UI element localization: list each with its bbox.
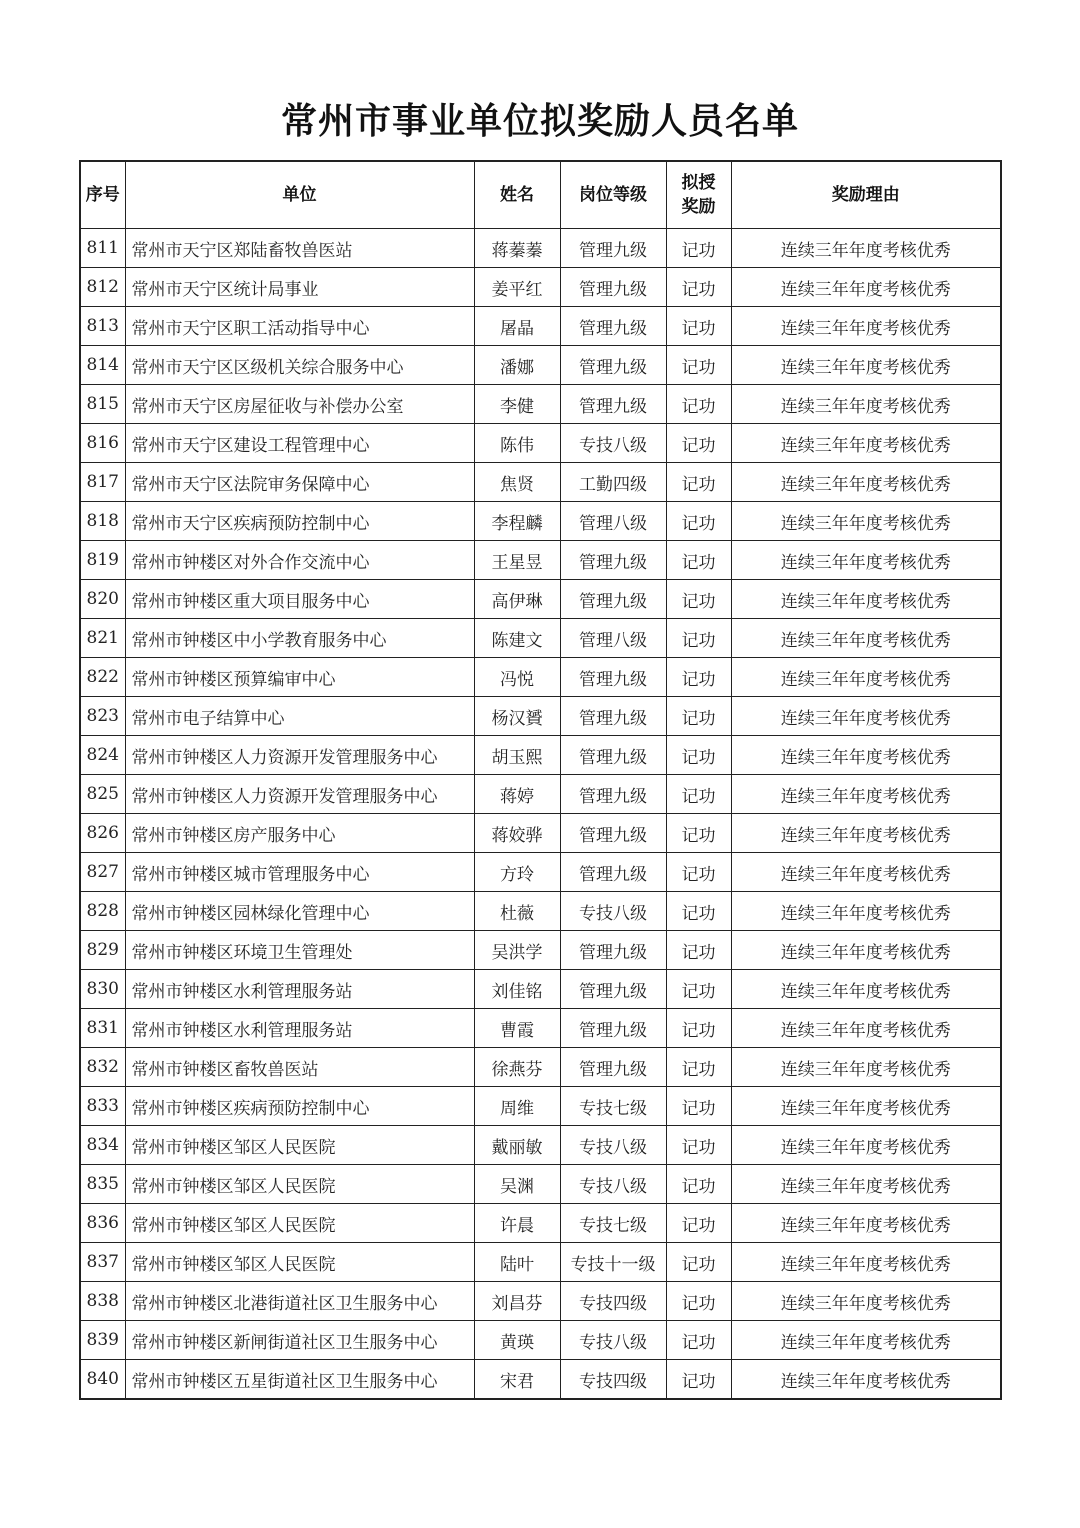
cell-seq: 838 xyxy=(80,1282,125,1321)
cell-level: 管理九级 xyxy=(560,229,666,268)
cell-name: 陈伟 xyxy=(474,424,560,463)
cell-award: 记功 xyxy=(666,697,731,736)
cell-reason: 连续三年年度考核优秀 xyxy=(731,580,1001,619)
table-row xyxy=(80,346,1001,385)
cell-unit: 常州市天宁区职工活动指导中心 xyxy=(125,307,474,346)
cell-award: 记功 xyxy=(666,1204,731,1243)
cell-reason: 连续三年年度考核优秀 xyxy=(731,658,1001,697)
cell-unit: 常州市钟楼区邹区人民医院 xyxy=(125,1126,474,1165)
award-list-table xyxy=(79,160,1002,1400)
cell-seq: 830 xyxy=(80,970,125,1009)
cell-seq: 819 xyxy=(80,541,125,580)
table-row xyxy=(80,1087,1001,1126)
cell-seq: 812 xyxy=(80,268,125,307)
cell-unit: 常州市钟楼区畜牧兽医站 xyxy=(125,1048,474,1087)
table-body xyxy=(80,229,1001,1400)
cell-reason: 连续三年年度考核优秀 xyxy=(731,892,1001,931)
cell-award: 记功 xyxy=(666,853,731,892)
table-row xyxy=(80,775,1001,814)
cell-seq: 837 xyxy=(80,1243,125,1282)
cell-award: 记功 xyxy=(666,931,731,970)
cell-name: 冯悦 xyxy=(474,658,560,697)
cell-reason: 连续三年年度考核优秀 xyxy=(731,736,1001,775)
cell-reason: 连续三年年度考核优秀 xyxy=(731,1321,1001,1360)
cell-award: 记功 xyxy=(666,1360,731,1400)
cell-reason: 连续三年年度考核优秀 xyxy=(731,346,1001,385)
table-row xyxy=(80,970,1001,1009)
table-row xyxy=(80,1009,1001,1048)
cell-seq: 824 xyxy=(80,736,125,775)
cell-award: 记功 xyxy=(666,892,731,931)
cell-name: 宋君 xyxy=(474,1360,560,1400)
cell-award: 记功 xyxy=(666,736,731,775)
cell-unit: 常州市钟楼区疾病预防控制中心 xyxy=(125,1087,474,1126)
cell-name: 焦贤 xyxy=(474,463,560,502)
cell-name: 王星昱 xyxy=(474,541,560,580)
cell-seq: 814 xyxy=(80,346,125,385)
cell-level: 管理九级 xyxy=(560,385,666,424)
cell-level: 工勤四级 xyxy=(560,463,666,502)
cell-unit: 常州市钟楼区人力资源开发管理服务中心 xyxy=(125,775,474,814)
cell-award: 记功 xyxy=(666,229,731,268)
cell-name: 周维 xyxy=(474,1087,560,1126)
cell-seq: 831 xyxy=(80,1009,125,1048)
cell-name: 刘佳铭 xyxy=(474,970,560,1009)
cell-name: 戴丽敏 xyxy=(474,1126,560,1165)
cell-award: 记功 xyxy=(666,1243,731,1282)
cell-seq: 826 xyxy=(80,814,125,853)
cell-name: 陆叶 xyxy=(474,1243,560,1282)
cell-award: 记功 xyxy=(666,775,731,814)
cell-level: 管理九级 xyxy=(560,307,666,346)
cell-name: 曹霞 xyxy=(474,1009,560,1048)
cell-award: 记功 xyxy=(666,1282,731,1321)
cell-unit: 常州市天宁区郑陆畜牧兽医站 xyxy=(125,229,474,268)
table-row xyxy=(80,931,1001,970)
cell-unit: 常州市钟楼区人力资源开发管理服务中心 xyxy=(125,736,474,775)
cell-name: 胡玉熙 xyxy=(474,736,560,775)
cell-level: 专技八级 xyxy=(560,892,666,931)
header-row xyxy=(80,161,1001,229)
cell-reason: 连续三年年度考核优秀 xyxy=(731,931,1001,970)
cell-level: 管理九级 xyxy=(560,346,666,385)
table-row xyxy=(80,1321,1001,1360)
cell-unit: 常州市天宁区统计局事业 xyxy=(125,268,474,307)
table-row xyxy=(80,658,1001,697)
table-row xyxy=(80,424,1001,463)
cell-reason: 连续三年年度考核优秀 xyxy=(731,1282,1001,1321)
cell-unit: 常州市钟楼区水利管理服务站 xyxy=(125,970,474,1009)
cell-reason: 连续三年年度考核优秀 xyxy=(731,1087,1001,1126)
cell-award: 记功 xyxy=(666,346,731,385)
cell-seq: 832 xyxy=(80,1048,125,1087)
cell-seq: 835 xyxy=(80,1165,125,1204)
cell-level: 专技四级 xyxy=(560,1282,666,1321)
cell-name: 陈建文 xyxy=(474,619,560,658)
header-unit: 单位 xyxy=(125,161,474,229)
cell-seq: 811 xyxy=(80,229,125,268)
table-row xyxy=(80,853,1001,892)
cell-reason: 连续三年年度考核优秀 xyxy=(731,619,1001,658)
cell-seq: 815 xyxy=(80,385,125,424)
cell-seq: 816 xyxy=(80,424,125,463)
cell-name: 杜薇 xyxy=(474,892,560,931)
cell-unit: 常州市钟楼区水利管理服务站 xyxy=(125,1009,474,1048)
table-row xyxy=(80,541,1001,580)
cell-reason: 连续三年年度考核优秀 xyxy=(731,970,1001,1009)
cell-seq: 818 xyxy=(80,502,125,541)
cell-name: 高伊琳 xyxy=(474,580,560,619)
cell-award: 记功 xyxy=(666,463,731,502)
cell-level: 管理九级 xyxy=(560,658,666,697)
cell-unit: 常州市钟楼区五星街道社区卫生服务中心 xyxy=(125,1360,474,1400)
cell-name: 方玲 xyxy=(474,853,560,892)
table-row xyxy=(80,307,1001,346)
table-row xyxy=(80,502,1001,541)
cell-name: 潘娜 xyxy=(474,346,560,385)
header-level: 岗位等级 xyxy=(560,161,666,229)
cell-name: 黄瑛 xyxy=(474,1321,560,1360)
cell-level: 专技八级 xyxy=(560,1126,666,1165)
cell-level: 专技七级 xyxy=(560,1087,666,1126)
cell-unit: 常州市天宁区疾病预防控制中心 xyxy=(125,502,474,541)
cell-unit: 常州市钟楼区重大项目服务中心 xyxy=(125,580,474,619)
cell-reason: 连续三年年度考核优秀 xyxy=(731,1360,1001,1400)
cell-unit: 常州市天宁区区级机关综合服务中心 xyxy=(125,346,474,385)
cell-reason: 连续三年年度考核优秀 xyxy=(731,1204,1001,1243)
cell-unit: 常州市钟楼区房产服务中心 xyxy=(125,814,474,853)
cell-unit: 常州市天宁区房屋征收与补偿办公室 xyxy=(125,385,474,424)
cell-seq: 828 xyxy=(80,892,125,931)
cell-award: 记功 xyxy=(666,502,731,541)
cell-level: 管理九级 xyxy=(560,814,666,853)
cell-unit: 常州市钟楼区中小学教育服务中心 xyxy=(125,619,474,658)
cell-seq: 836 xyxy=(80,1204,125,1243)
table-header xyxy=(80,161,1001,229)
cell-level: 管理九级 xyxy=(560,268,666,307)
cell-level: 管理九级 xyxy=(560,853,666,892)
cell-reason: 连续三年年度考核优秀 xyxy=(731,385,1001,424)
table-row xyxy=(80,892,1001,931)
table-row xyxy=(80,1243,1001,1282)
table-row xyxy=(80,580,1001,619)
cell-award: 记功 xyxy=(666,580,731,619)
cell-award: 记功 xyxy=(666,1165,731,1204)
table-row xyxy=(80,619,1001,658)
cell-level: 专技八级 xyxy=(560,1165,666,1204)
cell-seq: 825 xyxy=(80,775,125,814)
cell-unit: 常州市钟楼区邹区人民医院 xyxy=(125,1243,474,1282)
cell-level: 管理九级 xyxy=(560,970,666,1009)
cell-seq: 822 xyxy=(80,658,125,697)
cell-award: 记功 xyxy=(666,1009,731,1048)
cell-award: 记功 xyxy=(666,619,731,658)
cell-seq: 823 xyxy=(80,697,125,736)
cell-seq: 813 xyxy=(80,307,125,346)
cell-seq: 834 xyxy=(80,1126,125,1165)
cell-award: 记功 xyxy=(666,307,731,346)
cell-unit: 常州市钟楼区新闸街道社区卫生服务中心 xyxy=(125,1321,474,1360)
header-award-line1: 拟授 xyxy=(681,173,716,193)
cell-seq: 839 xyxy=(80,1321,125,1360)
cell-level: 专技八级 xyxy=(560,424,666,463)
cell-name: 蒋婷 xyxy=(474,775,560,814)
cell-seq: 833 xyxy=(80,1087,125,1126)
cell-award: 记功 xyxy=(666,385,731,424)
cell-award: 记功 xyxy=(666,541,731,580)
cell-reason: 连续三年年度考核优秀 xyxy=(731,1165,1001,1204)
cell-award: 记功 xyxy=(666,1126,731,1165)
cell-name: 吴渊 xyxy=(474,1165,560,1204)
cell-level: 管理九级 xyxy=(560,580,666,619)
cell-level: 专技十一级 xyxy=(560,1243,666,1282)
cell-award: 记功 xyxy=(666,658,731,697)
cell-reason: 连续三年年度考核优秀 xyxy=(731,268,1001,307)
cell-reason: 连续三年年度考核优秀 xyxy=(731,1126,1001,1165)
header-award-line2: 奖励 xyxy=(681,197,716,217)
cell-seq: 820 xyxy=(80,580,125,619)
cell-seq: 827 xyxy=(80,853,125,892)
cell-award: 记功 xyxy=(666,970,731,1009)
cell-reason: 连续三年年度考核优秀 xyxy=(731,463,1001,502)
cell-award: 记功 xyxy=(666,814,731,853)
cell-unit: 常州市钟楼区环境卫生管理处 xyxy=(125,931,474,970)
cell-award: 记功 xyxy=(666,1087,731,1126)
cell-reason: 连续三年年度考核优秀 xyxy=(731,541,1001,580)
cell-level: 管理九级 xyxy=(560,1009,666,1048)
cell-reason: 连续三年年度考核优秀 xyxy=(731,1243,1001,1282)
cell-unit: 常州市钟楼区北港街道社区卫生服务中心 xyxy=(125,1282,474,1321)
cell-award: 记功 xyxy=(666,1048,731,1087)
cell-level: 管理八级 xyxy=(560,502,666,541)
cell-reason: 连续三年年度考核优秀 xyxy=(731,775,1001,814)
cell-name: 杨汉贇 xyxy=(474,697,560,736)
cell-level: 管理九级 xyxy=(560,697,666,736)
table-row xyxy=(80,1165,1001,1204)
cell-seq: 829 xyxy=(80,931,125,970)
cell-unit: 常州市天宁区法院审务保障中心 xyxy=(125,463,474,502)
table-row xyxy=(80,814,1001,853)
cell-unit: 常州市钟楼区对外合作交流中心 xyxy=(125,541,474,580)
cell-name: 蒋姣骅 xyxy=(474,814,560,853)
table-row xyxy=(80,697,1001,736)
cell-name: 许晨 xyxy=(474,1204,560,1243)
cell-reason: 连续三年年度考核优秀 xyxy=(731,1009,1001,1048)
table-row xyxy=(80,463,1001,502)
cell-name: 李健 xyxy=(474,385,560,424)
cell-seq: 840 xyxy=(80,1360,125,1400)
header-name: 姓名 xyxy=(474,161,560,229)
cell-reason: 连续三年年度考核优秀 xyxy=(731,697,1001,736)
cell-unit: 常州市钟楼区预算编审中心 xyxy=(125,658,474,697)
cell-name: 徐燕芬 xyxy=(474,1048,560,1087)
cell-award: 记功 xyxy=(666,1321,731,1360)
header-award xyxy=(666,161,731,229)
cell-name: 蒋蓁蓁 xyxy=(474,229,560,268)
table-row xyxy=(80,268,1001,307)
cell-award: 记功 xyxy=(666,424,731,463)
header-reason: 奖励理由 xyxy=(731,161,1001,229)
table-row xyxy=(80,1282,1001,1321)
cell-seq: 817 xyxy=(80,463,125,502)
cell-award: 记功 xyxy=(666,268,731,307)
cell-level: 专技七级 xyxy=(560,1204,666,1243)
cell-reason: 连续三年年度考核优秀 xyxy=(731,814,1001,853)
cell-level: 管理九级 xyxy=(560,775,666,814)
cell-reason: 连续三年年度考核优秀 xyxy=(731,502,1001,541)
table-row xyxy=(80,1126,1001,1165)
cell-reason: 连续三年年度考核优秀 xyxy=(731,229,1001,268)
cell-level: 专技四级 xyxy=(560,1360,666,1400)
cell-name: 李程麟 xyxy=(474,502,560,541)
cell-unit: 常州市钟楼区邹区人民医院 xyxy=(125,1165,474,1204)
table-row xyxy=(80,385,1001,424)
cell-reason: 连续三年年度考核优秀 xyxy=(731,424,1001,463)
cell-unit: 常州市电子结算中心 xyxy=(125,697,474,736)
table-row xyxy=(80,1048,1001,1087)
header-seq: 序号 xyxy=(80,161,125,229)
cell-unit: 常州市钟楼区城市管理服务中心 xyxy=(125,853,474,892)
cell-name: 屠晶 xyxy=(474,307,560,346)
cell-reason: 连续三年年度考核优秀 xyxy=(731,853,1001,892)
cell-level: 管理九级 xyxy=(560,1048,666,1087)
cell-level: 管理九级 xyxy=(560,541,666,580)
cell-unit: 常州市钟楼区园林绿化管理中心 xyxy=(125,892,474,931)
cell-seq: 821 xyxy=(80,619,125,658)
table-row xyxy=(80,1204,1001,1243)
page-title: 常州市事业单位拟奖励人员名单 xyxy=(280,101,799,142)
cell-name: 吴洪学 xyxy=(474,931,560,970)
cell-level: 管理九级 xyxy=(560,931,666,970)
cell-unit: 常州市天宁区建设工程管理中心 xyxy=(125,424,474,463)
table-row xyxy=(80,229,1001,268)
cell-level: 管理九级 xyxy=(560,736,666,775)
cell-reason: 连续三年年度考核优秀 xyxy=(731,307,1001,346)
cell-name: 刘昌芬 xyxy=(474,1282,560,1321)
cell-name: 姜平红 xyxy=(474,268,560,307)
cell-level: 专技八级 xyxy=(560,1321,666,1360)
cell-reason: 连续三年年度考核优秀 xyxy=(731,1048,1001,1087)
cell-unit: 常州市钟楼区邹区人民医院 xyxy=(125,1204,474,1243)
table-row xyxy=(80,1360,1001,1400)
cell-level: 管理八级 xyxy=(560,619,666,658)
table-row xyxy=(80,736,1001,775)
